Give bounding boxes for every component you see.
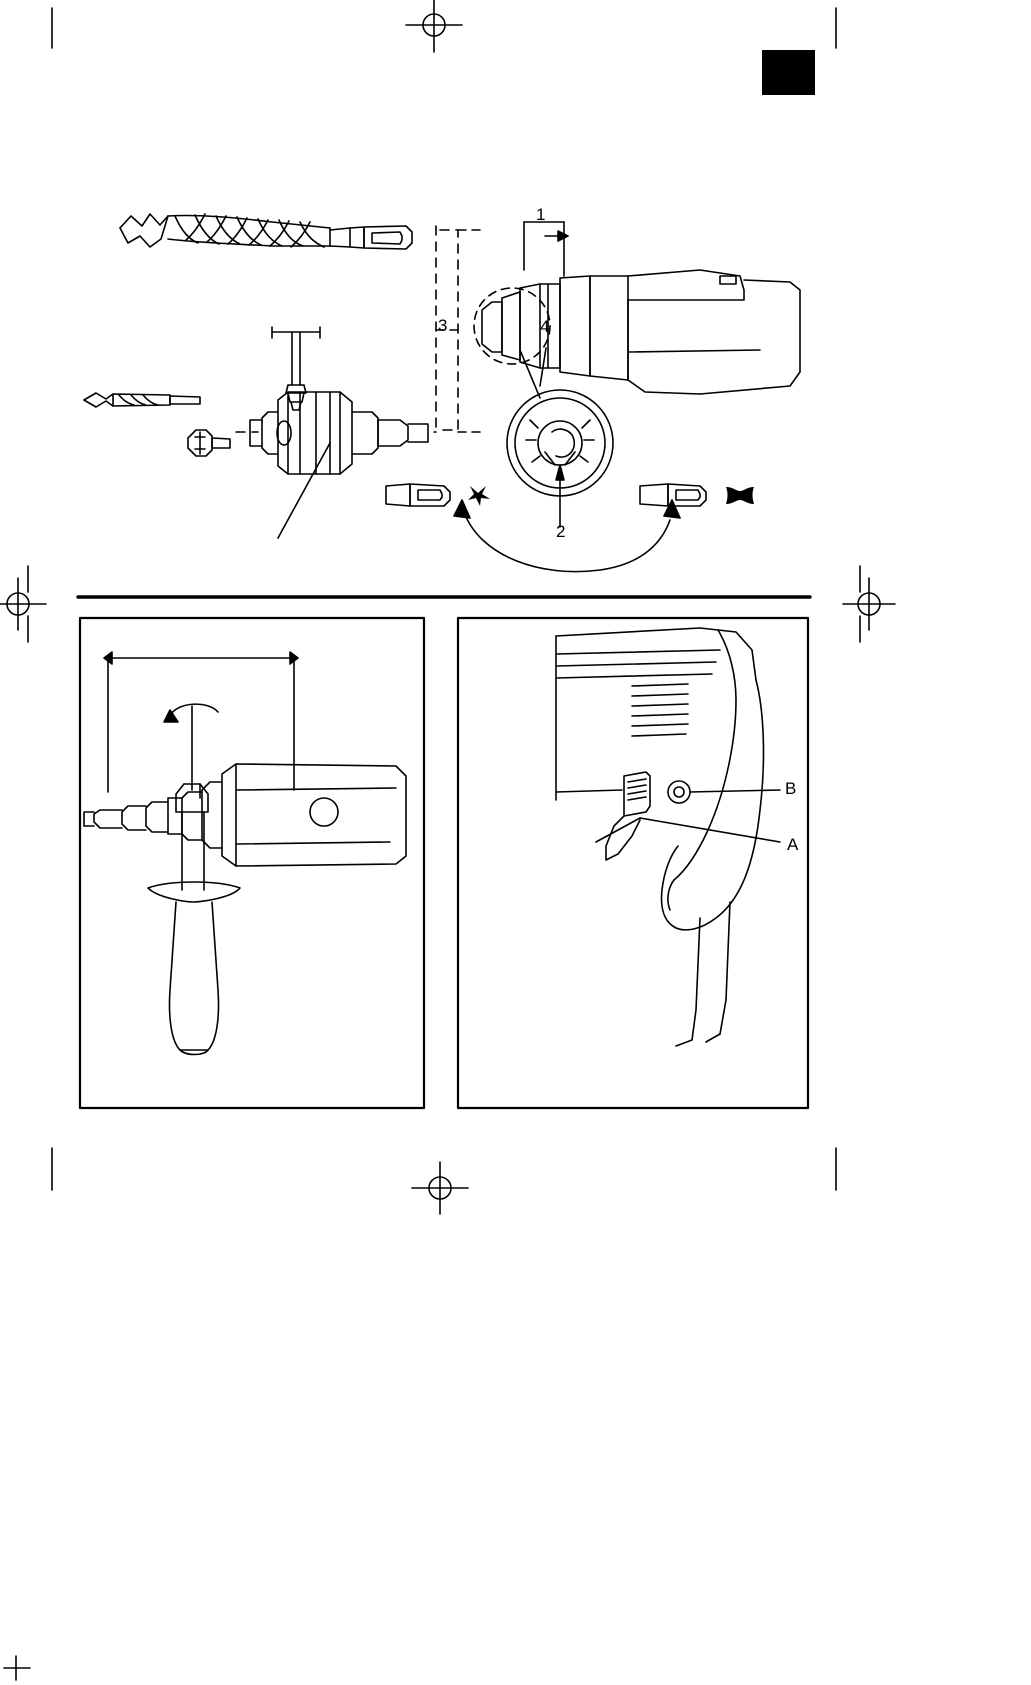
trigger-switch [606, 772, 650, 860]
callout-leader-A [596, 818, 780, 842]
callout-B-label: B [785, 779, 797, 798]
interface-dashed-bracket [236, 226, 458, 434]
callout-4-label: 4 [540, 317, 550, 336]
lock-on-button [668, 781, 690, 803]
side-handle [148, 812, 240, 1055]
callout-4-leader [540, 348, 546, 386]
callout-A-label: A [787, 835, 799, 854]
panel-right-frame [458, 618, 808, 1108]
registration-mark-left-middle [0, 566, 46, 642]
power-cord [676, 902, 730, 1046]
hammer-symbol-icon [726, 487, 754, 504]
screwdriver-bit [188, 430, 230, 456]
chuck-leader-line [278, 443, 330, 538]
registration-mark-top-center [406, 0, 462, 52]
dial-leader-lines [520, 350, 540, 398]
registration-mark-right-middle [843, 566, 895, 642]
callout-leader-B [690, 790, 780, 792]
chuck-key [272, 327, 320, 410]
panel-left-frame [80, 618, 424, 1108]
tool-holder-dashed-circle [474, 288, 550, 364]
corner-black-block [762, 50, 815, 95]
motor-housing-right [556, 628, 756, 792]
chisel-bit-left [386, 484, 450, 506]
twist-drill-bit [84, 393, 200, 407]
sds-masonry-drill-bit [120, 214, 412, 249]
dimension-bracket-1 [524, 222, 568, 276]
callout-3-label: 3 [438, 316, 448, 335]
rotation-arrow [164, 704, 218, 790]
drill-symbol-icon [468, 486, 490, 506]
machine-body-left [84, 764, 406, 866]
ventilation-slots [632, 684, 688, 736]
drill-nose-assembly [482, 270, 800, 394]
callout-1-label: 1 [536, 205, 546, 224]
depth-stop-length-arrow [104, 652, 298, 792]
keyed-chuck [250, 392, 428, 474]
crop-mark-page-bottom-left [4, 1656, 30, 1680]
registration-mark-bottom-center [412, 1162, 468, 1214]
callout-2-label: 2 [556, 522, 566, 541]
